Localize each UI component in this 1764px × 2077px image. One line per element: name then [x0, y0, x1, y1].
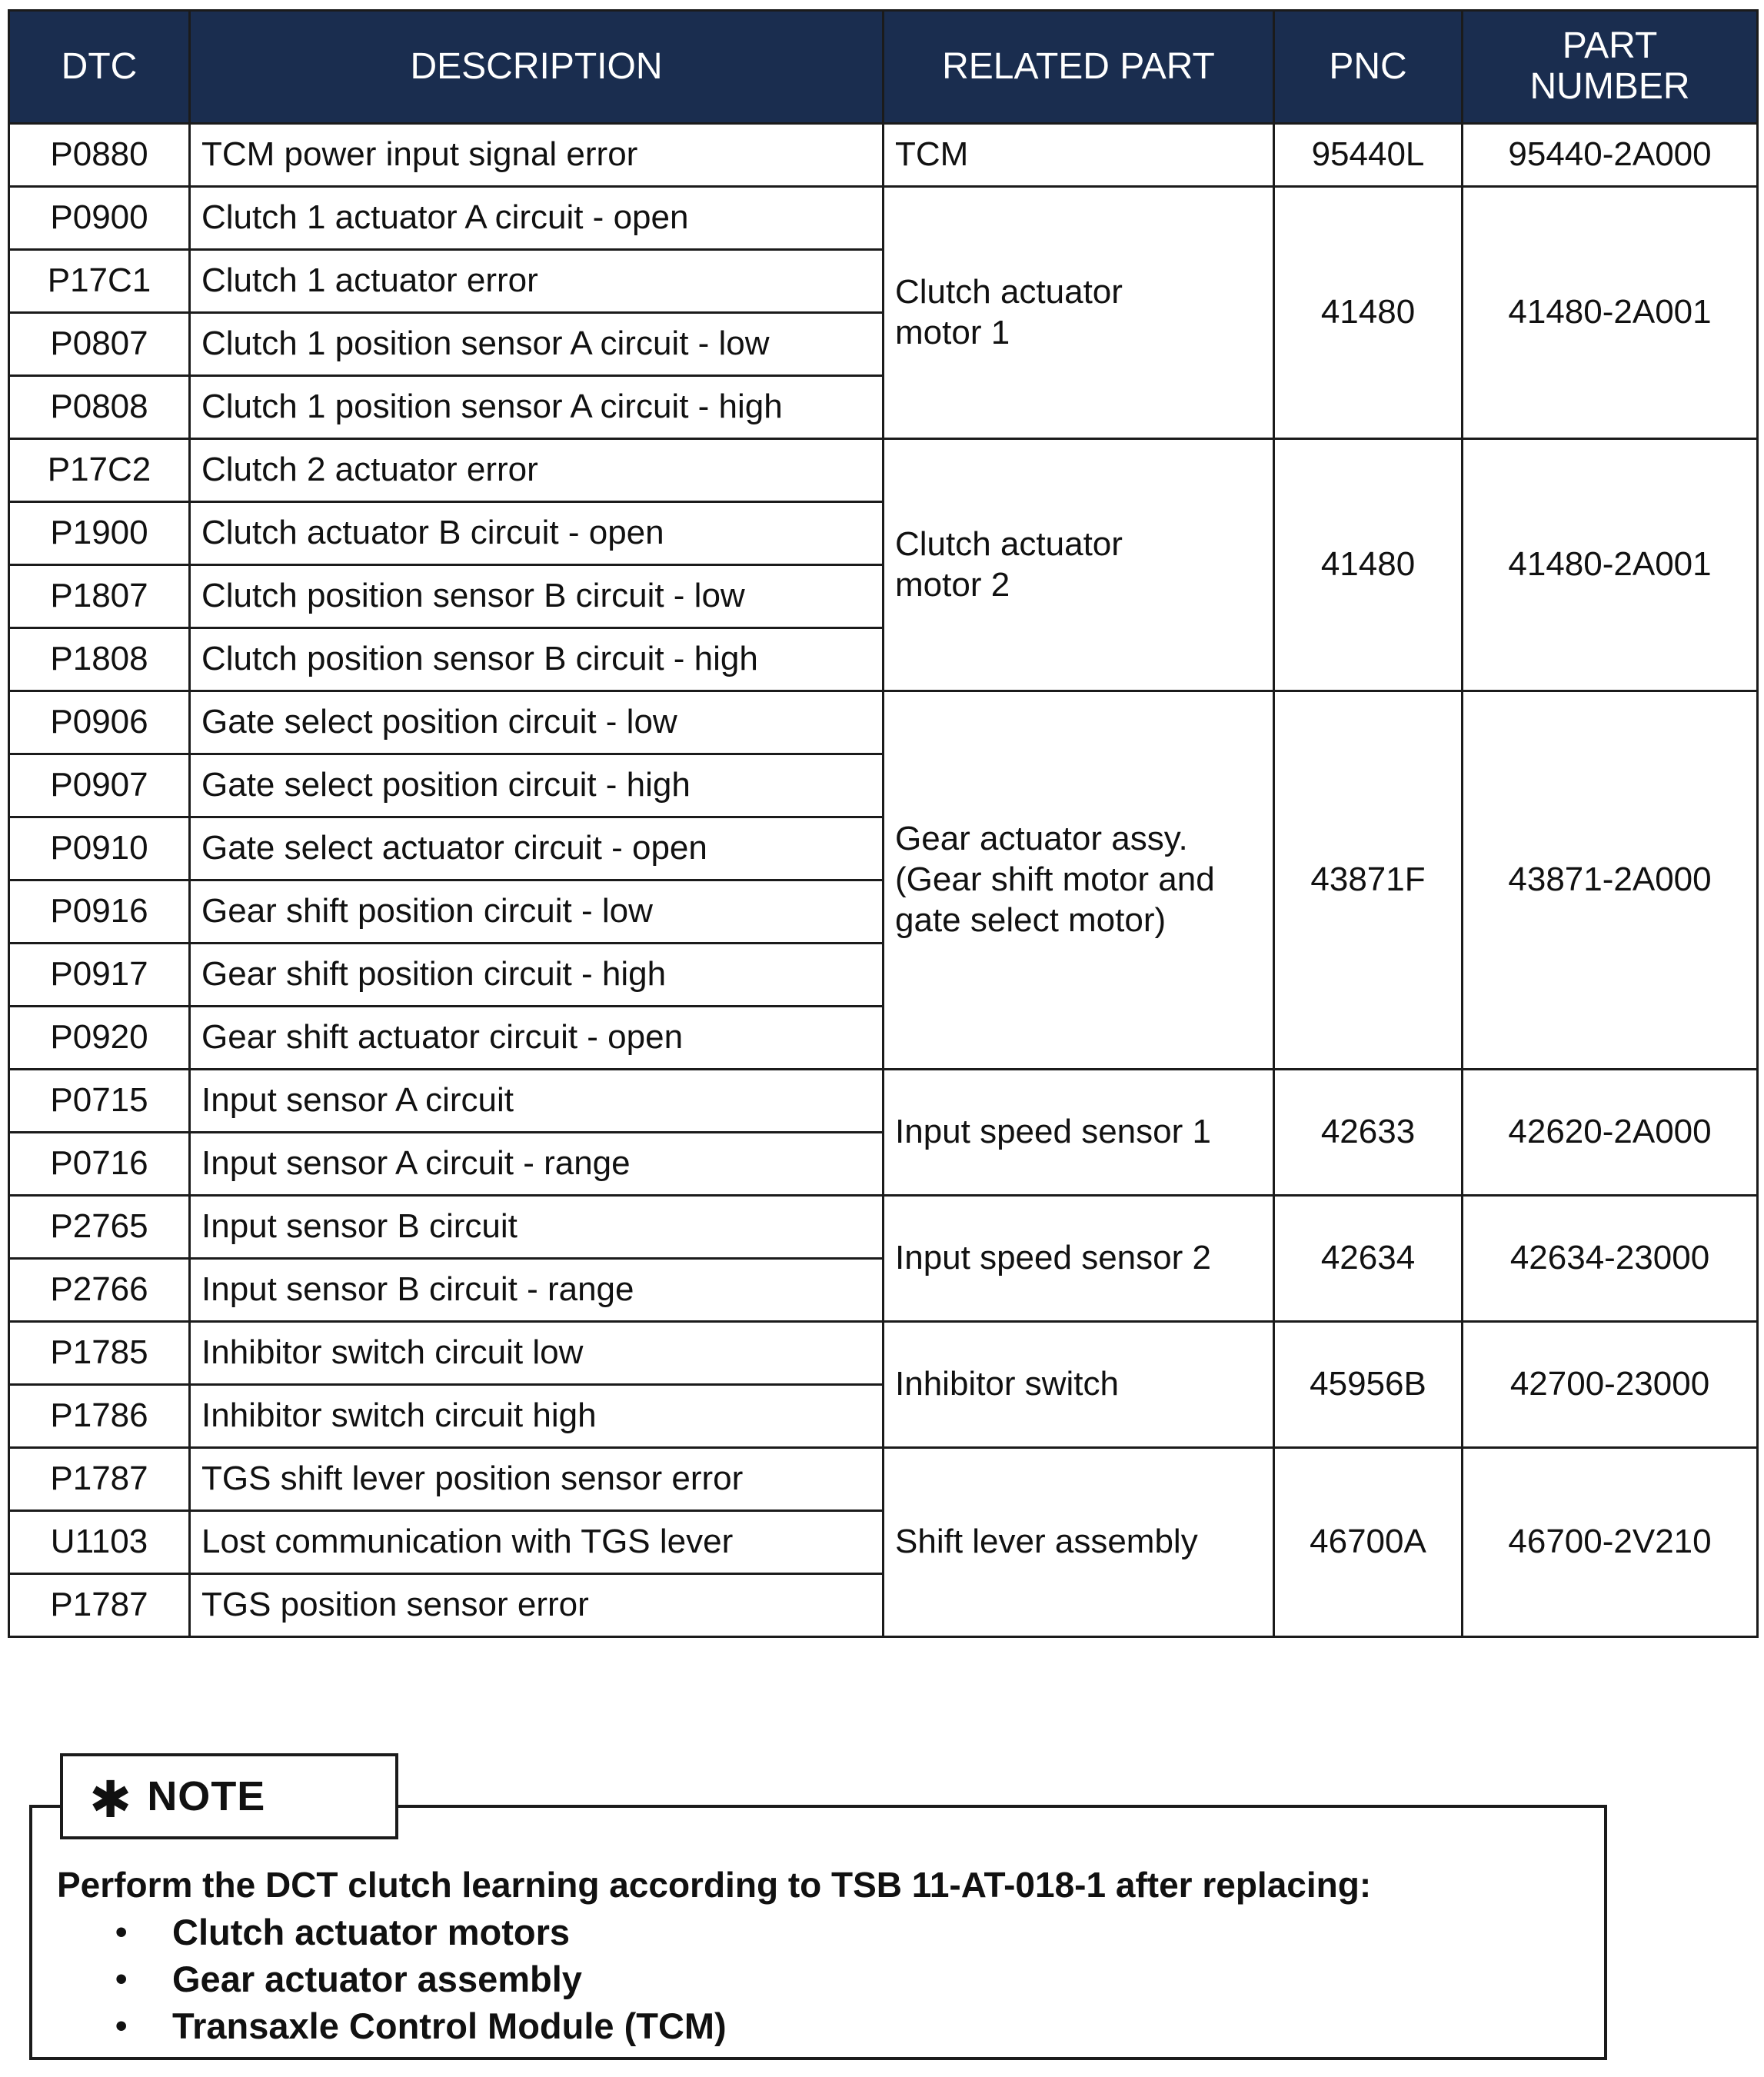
- table-row: [9, 1448, 1758, 1511]
- related-part: Clutch actuator motor 1: [884, 187, 1274, 439]
- pnc-value: 42633: [1274, 1070, 1463, 1196]
- dtc-description: TGS shift lever position sensor error: [190, 1448, 884, 1511]
- note-item-label: Clutch actuator motors: [172, 1912, 571, 1952]
- dtc-description: Inhibitor switch circuit high: [190, 1385, 884, 1448]
- part-number: 95440-2A000: [1463, 124, 1758, 187]
- dtc-description: Gear shift position circuit - high: [190, 944, 884, 1007]
- dtc-description: Clutch 1 position sensor A circuit - low: [190, 313, 884, 376]
- dtc-code: P1787: [9, 1448, 190, 1511]
- part-number: 41480-2A001: [1463, 439, 1758, 691]
- note-item: [57, 1956, 727, 2002]
- note-list: [57, 1909, 727, 2049]
- dtc-description: Gate select position circuit - low: [190, 691, 884, 754]
- dtc-description: Lost communication with TGS lever: [190, 1511, 884, 1574]
- part-number: 43871-2A000: [1463, 691, 1758, 1070]
- dtc-description: Clutch 2 actuator error: [190, 439, 884, 502]
- dtc-code: P1807: [9, 565, 190, 628]
- dtc-code: P2765: [9, 1196, 190, 1259]
- part-number: 42620-2A000: [1463, 1070, 1758, 1196]
- dtc-code: P0807: [9, 313, 190, 376]
- dtc-description: TCM power input signal error: [190, 124, 884, 187]
- related-part: Gear actuator assy. (Gear shift motor and gate select motor): [884, 691, 1274, 1070]
- dtc-code: P0715: [9, 1070, 190, 1133]
- pnc-value: 45956B: [1274, 1322, 1463, 1448]
- dtc-code: P17C1: [9, 250, 190, 313]
- dtc-code: U1103: [9, 1511, 190, 1574]
- dtc-description: Clutch 1 actuator A circuit - open: [190, 187, 884, 250]
- table-row: [9, 187, 1758, 250]
- related-part: TCM: [884, 124, 1274, 187]
- dtc-code: P17C2: [9, 439, 190, 502]
- related-part: Clutch actuator motor 2: [884, 439, 1274, 691]
- dtc-code: P0917: [9, 944, 190, 1007]
- note-item-label: Transaxle Control Module (TCM): [172, 2005, 727, 2046]
- header-dtc: DTC: [9, 11, 190, 124]
- part-number: 46700-2V210: [1463, 1448, 1758, 1637]
- part-number: 42634-23000: [1463, 1196, 1758, 1322]
- dtc-code: P1785: [9, 1322, 190, 1385]
- bullet-icon: •: [115, 1913, 128, 1951]
- dtc-description: Gate select actuator circuit - open: [190, 817, 884, 880]
- header-pnc: PNC: [1274, 11, 1463, 124]
- dtc-description: Input sensor B circuit - range: [190, 1259, 884, 1322]
- dtc-description: TGS position sensor error: [190, 1574, 884, 1637]
- dtc-description: Gear shift position circuit - low: [190, 880, 884, 944]
- bullet-icon: •: [115, 2007, 128, 2045]
- pnc-value: 42634: [1274, 1196, 1463, 1322]
- dtc-code: P0880: [9, 124, 190, 187]
- table-row: [9, 691, 1758, 754]
- pnc-value: 46700A: [1274, 1448, 1463, 1637]
- dtc-code: P1787: [9, 1574, 190, 1637]
- table-row: [9, 1322, 1758, 1385]
- table-row: [9, 124, 1758, 187]
- note-item: [57, 1909, 727, 1956]
- related-part: Shift lever assembly: [884, 1448, 1274, 1637]
- dtc-code: P2766: [9, 1259, 190, 1322]
- table-body: [9, 124, 1758, 1637]
- header-row: [9, 11, 1758, 124]
- related-part: Inhibitor switch: [884, 1322, 1274, 1448]
- header-related-part: RELATED PART: [884, 11, 1274, 124]
- pnc-value: 41480: [1274, 439, 1463, 691]
- table-row: [9, 1070, 1758, 1133]
- dtc-description: Input sensor A circuit: [190, 1070, 884, 1133]
- dtc-code: P0920: [9, 1007, 190, 1070]
- pnc-value: 41480: [1274, 187, 1463, 439]
- pnc-value: 95440L: [1274, 124, 1463, 187]
- part-number: 42700-23000: [1463, 1322, 1758, 1448]
- dtc-description: Clutch position sensor B circuit - high: [190, 628, 884, 691]
- dtc-code: P0916: [9, 880, 190, 944]
- related-part: Input speed sensor 1: [884, 1070, 1274, 1196]
- note-title: NOTE: [147, 1773, 266, 1819]
- table-row: [9, 1196, 1758, 1259]
- dtc-code: P1786: [9, 1385, 190, 1448]
- dtc-code: P0716: [9, 1133, 190, 1196]
- asterisk-icon: ✱: [89, 1771, 132, 1828]
- dtc-description: Clutch 1 actuator error: [190, 250, 884, 313]
- note-text: Perform the DCT clutch learning according to TSB 11-AT-018-1 after replacing:: [57, 1865, 1372, 1905]
- dtc-code: P1808: [9, 628, 190, 691]
- dtc-code: P0900: [9, 187, 190, 250]
- note-item-label: Gear actuator assembly: [172, 1959, 582, 1999]
- dtc-table: [8, 9, 1759, 1638]
- pnc-value: 43871F: [1274, 691, 1463, 1070]
- dtc-description: Gate select position circuit - high: [190, 754, 884, 817]
- dtc-description: Clutch position sensor B circuit - low: [190, 565, 884, 628]
- note-item: [57, 2002, 727, 2049]
- dtc-description: Inhibitor switch circuit low: [190, 1322, 884, 1385]
- dtc-code: P1900: [9, 502, 190, 565]
- dtc-code: P0907: [9, 754, 190, 817]
- dtc-description: Input sensor A circuit - range: [190, 1133, 884, 1196]
- table-row: [9, 439, 1758, 502]
- related-part: Input speed sensor 2: [884, 1196, 1274, 1322]
- note-tab: [60, 1753, 398, 1839]
- header-part-number: PART NUMBER: [1463, 11, 1758, 124]
- dtc-description: Gear shift actuator circuit - open: [190, 1007, 884, 1070]
- bullet-icon: •: [115, 1960, 128, 1998]
- dtc-code: P0906: [9, 691, 190, 754]
- dtc-description: Clutch 1 position sensor A circuit - high: [190, 376, 884, 439]
- dtc-code: P0808: [9, 376, 190, 439]
- part-number: 41480-2A001: [1463, 187, 1758, 439]
- dtc-description: Clutch actuator B circuit - open: [190, 502, 884, 565]
- dtc-code: P0910: [9, 817, 190, 880]
- header-description: DESCRIPTION: [190, 11, 884, 124]
- dtc-description: Input sensor B circuit: [190, 1196, 884, 1259]
